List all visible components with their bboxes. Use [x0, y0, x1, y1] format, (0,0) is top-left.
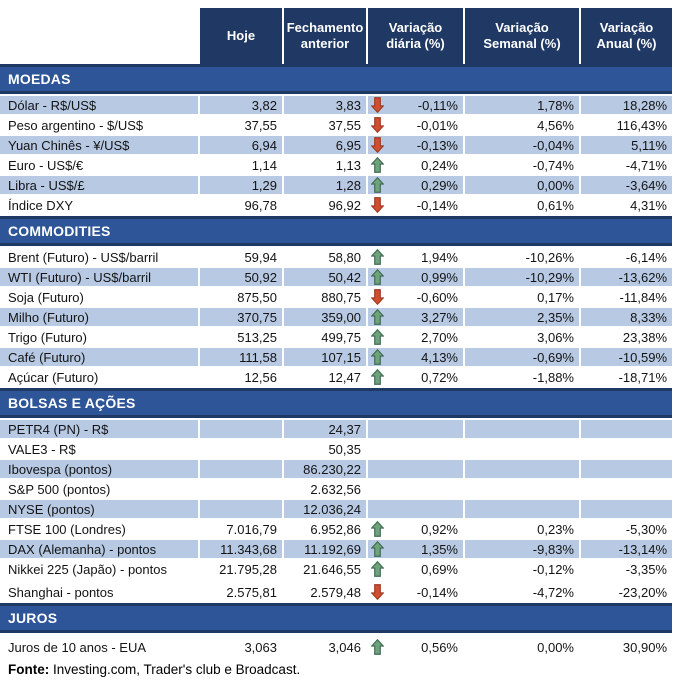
column-header-row [200, 8, 672, 64]
variacao-anual-cell: -3,64% [581, 176, 672, 194]
variacao-semanal-cell: 2,35% [465, 308, 579, 326]
variacao-diaria-cell [368, 328, 463, 346]
variacao-diaria-value: 0,72% [421, 369, 458, 385]
section-header-bolsas-e-acoes: BOLSAS E AÇÕES [0, 388, 672, 418]
table-body [0, 64, 672, 656]
table-row [0, 500, 672, 518]
table-row [0, 268, 672, 286]
row-label-cell: Euro - US$/€ [8, 157, 84, 173]
hoje-cell: 1,29 [200, 176, 282, 194]
column-header-fechamento-anterior: Fechamento anterior [284, 8, 366, 64]
up-arrow-icon [371, 541, 384, 557]
variacao-diaria-cell [368, 480, 463, 498]
variacao-semanal-cell [465, 500, 579, 518]
variacao-anual-cell [581, 420, 672, 438]
variacao-anual-cell: 5,11% [581, 136, 672, 154]
fechamento-anterior-cell: 3,83 [284, 96, 366, 114]
source-note [0, 662, 672, 677]
variacao-anual-cell: -10,59% [581, 348, 672, 366]
table-row [0, 420, 672, 438]
column-header-hoje: Hoje [200, 8, 282, 64]
variacao-semanal-cell [465, 440, 579, 458]
table-row [0, 583, 672, 601]
fechamento-anterior-cell: 12.036,24 [284, 500, 366, 518]
variacao-anual-cell: 8,33% [581, 308, 672, 326]
variacao-anual-cell: 30,90% [622, 639, 667, 655]
hoje-cell: 11.343,68 [200, 540, 282, 558]
variacao-diaria-value: -0,13% [416, 137, 458, 153]
variacao-anual-cell: -13,62% [581, 268, 672, 286]
variacao-semanal-cell: 0,00% [465, 176, 579, 194]
variacao-semanal-cell [465, 460, 579, 478]
table-row [0, 288, 672, 306]
variacao-diaria-value: 0,56% [421, 639, 458, 655]
variacao-diaria-value: -0,60% [416, 289, 458, 305]
variacao-diaria-cell [368, 196, 463, 214]
variacao-diaria-value: 0,69% [421, 561, 458, 577]
hoje-cell: 111,58 [200, 348, 282, 366]
section-header-moedas: MOEDAS [0, 64, 672, 94]
hoje-cell [200, 480, 282, 498]
fechamento-anterior-cell: 21.646,55 [303, 561, 361, 577]
fechamento-anterior-cell: 96,92 [328, 197, 361, 213]
variacao-diaria-cell [368, 176, 463, 194]
row-label-cell: Ibovespa (pontos) [0, 460, 198, 478]
variacao-diaria-cell [368, 460, 463, 478]
variacao-semanal-cell: -10,29% [465, 268, 579, 286]
source-label: Fonte: [8, 662, 50, 677]
fechamento-anterior-cell: 2.632,56 [310, 481, 361, 497]
variacao-diaria-value: 0,24% [421, 157, 458, 173]
row-label-cell: PETR4 (PN) - R$ [0, 420, 198, 438]
column-header-variacao-diaria: Variação diária (%) [368, 8, 463, 64]
variacao-anual-cell: -3,35% [625, 561, 667, 577]
variacao-semanal-cell: 0,23% [537, 521, 574, 537]
variacao-semanal-cell: -0,69% [465, 348, 579, 366]
variacao-anual-cell [581, 460, 672, 478]
variacao-diaria-cell [368, 583, 463, 601]
hoje-cell: 21.795,28 [219, 561, 277, 577]
fechamento-anterior-cell: 24,37 [284, 420, 366, 438]
variacao-anual-cell: 116,43% [616, 117, 667, 133]
variacao-semanal-cell [465, 420, 579, 438]
table-row [0, 136, 672, 154]
up-arrow-icon [371, 521, 384, 537]
variacao-semanal-cell: 0,17% [537, 289, 574, 305]
variacao-anual-cell: -5,30% [625, 521, 667, 537]
table-row [0, 96, 672, 114]
variacao-anual-cell: -6,14% [625, 249, 667, 265]
variacao-semanal-cell: 0,61% [537, 197, 574, 213]
row-label-cell: Yuan Chinês - ¥/US$ [0, 136, 198, 154]
row-label-cell: NYSE (pontos) [0, 500, 198, 518]
down-arrow-icon [371, 197, 384, 213]
hoje-cell [200, 440, 282, 458]
variacao-diaria-cell [368, 560, 463, 578]
hoje-cell: 6,94 [200, 136, 282, 154]
variacao-diaria-cell [368, 348, 463, 366]
down-arrow-icon [371, 584, 384, 600]
row-label-cell: Peso argentino - $/US$ [8, 117, 144, 133]
hoje-cell [200, 460, 282, 478]
variacao-diaria-value: 4,13% [421, 349, 458, 365]
table-row [0, 460, 672, 478]
table-row [0, 176, 672, 194]
row-label-cell: FTSE 100 (Londres) [8, 521, 126, 537]
fechamento-anterior-cell: 2.579,48 [310, 584, 361, 600]
section-header-juros: JUROS [0, 603, 672, 633]
hoje-cell: 513,25 [237, 329, 277, 345]
row-label-cell: S&P 500 (pontos) [8, 481, 111, 497]
up-arrow-icon [371, 249, 384, 265]
table-row [0, 248, 672, 266]
up-arrow-icon [371, 157, 384, 173]
variacao-diaria-cell [368, 288, 463, 306]
variacao-semanal-cell: 3,06% [537, 329, 574, 345]
variacao-anual-cell: 18,28% [581, 96, 672, 114]
variacao-anual-cell [581, 440, 672, 458]
fechamento-anterior-cell: 499,75 [321, 329, 361, 345]
variacao-diaria-value: -0,14% [416, 197, 458, 213]
variacao-diaria-cell [368, 420, 463, 438]
fechamento-anterior-cell: 12,47 [328, 369, 361, 385]
hoje-cell [200, 500, 282, 518]
row-label-cell: Trigo (Futuro) [8, 329, 87, 345]
variacao-anual-cell [581, 480, 672, 498]
table-row [0, 116, 672, 134]
hoje-cell: 37,55 [244, 117, 277, 133]
variacao-diaria-value: 3,27% [421, 309, 458, 325]
hoje-cell: 875,50 [237, 289, 277, 305]
down-arrow-icon [371, 97, 384, 113]
table-row [0, 440, 672, 458]
table-row [0, 156, 672, 174]
fechamento-anterior-cell: 6.952,86 [310, 521, 361, 537]
variacao-diaria-cell [368, 308, 463, 326]
variacao-diaria-value: 0,99% [421, 269, 458, 285]
column-header-variacao-anual: Variação Anual (%) [581, 8, 672, 64]
variacao-diaria-cell [368, 440, 463, 458]
variacao-diaria-cell [368, 248, 463, 266]
variacao-diaria-cell [368, 638, 463, 656]
fechamento-anterior-cell: 1,28 [284, 176, 366, 194]
variacao-semanal-cell [465, 480, 579, 498]
table-row [0, 540, 672, 558]
hoje-cell: 7.016,79 [226, 521, 277, 537]
table-row [0, 196, 672, 214]
hoje-cell [200, 420, 282, 438]
fechamento-anterior-cell: 37,55 [328, 117, 361, 133]
variacao-anual-cell: -11,84% [619, 289, 667, 305]
variacao-diaria-value: 1,94% [421, 249, 458, 265]
variacao-anual-cell: -4,71% [625, 157, 667, 173]
variacao-diaria-value: 0,29% [421, 177, 458, 193]
row-label-cell: Juros de 10 anos - EUA [8, 639, 147, 655]
variacao-semanal-cell: -0,04% [465, 136, 579, 154]
row-label-cell: Dólar - R$/US$ [0, 96, 198, 114]
down-arrow-icon [371, 289, 384, 305]
variacao-semanal-cell: -4,72% [532, 584, 574, 600]
variacao-semanal-cell: -9,83% [465, 540, 579, 558]
fechamento-anterior-cell: 359,00 [284, 308, 366, 326]
variacao-diaria-cell [368, 500, 463, 518]
fechamento-anterior-cell: 6,95 [284, 136, 366, 154]
table-row [0, 308, 672, 326]
hoje-cell: 370,75 [200, 308, 282, 326]
variacao-diaria-cell [368, 268, 463, 286]
fechamento-anterior-cell: 107,15 [284, 348, 366, 366]
row-label-cell: Açúcar (Futuro) [8, 369, 99, 385]
table-row [0, 348, 672, 366]
row-label-cell: Soja (Futuro) [8, 289, 84, 305]
variacao-semanal-cell: -1,88% [532, 369, 574, 385]
variacao-diaria-cell [368, 368, 463, 386]
fechamento-anterior-cell: 3,046 [328, 639, 361, 655]
variacao-semanal-cell: -10,26% [525, 249, 574, 265]
fechamento-anterior-cell: 58,80 [328, 249, 361, 265]
variacao-anual-cell: -18,71% [618, 369, 667, 385]
hoje-cell: 96,78 [244, 197, 277, 213]
variacao-diaria-value: -0,11% [417, 97, 458, 113]
row-label-cell: VALE3 - R$ [8, 441, 76, 457]
table-row [0, 368, 672, 386]
down-arrow-icon [371, 137, 384, 153]
variacao-anual-cell: -13,14% [581, 540, 672, 558]
variacao-anual-cell [581, 500, 672, 518]
variacao-diaria-cell [368, 156, 463, 174]
hoje-cell: 3,82 [200, 96, 282, 114]
variacao-diaria-cell [368, 96, 463, 114]
column-header-variacao-semanal: Variação Semanal (%) [465, 8, 579, 64]
fechamento-anterior-cell: 1,13 [335, 157, 361, 173]
variacao-semanal-cell: 1,78% [465, 96, 579, 114]
fechamento-anterior-cell: 880,75 [321, 289, 361, 305]
table-row [0, 480, 672, 498]
row-label-cell: Libra - US$/£ [0, 176, 198, 194]
variacao-anual-cell: -23,20% [618, 584, 667, 600]
variacao-anual-cell: 23,38% [622, 329, 667, 345]
row-label-cell: Brent (Futuro) - US$/barril [8, 249, 159, 265]
hoje-cell: 50,92 [200, 268, 282, 286]
variacao-diaria-value: -0,14% [416, 584, 458, 600]
fechamento-anterior-cell: 50,35 [328, 441, 361, 457]
variacao-anual-cell: 4,31% [630, 197, 667, 213]
variacao-diaria-cell [368, 136, 463, 154]
variacao-diaria-cell [368, 116, 463, 134]
variacao-diaria-value: 0,92% [421, 521, 458, 537]
variacao-semanal-cell: 0,00% [537, 639, 574, 655]
variacao-semanal-cell: -0,74% [532, 157, 574, 173]
hoje-cell: 3,063 [244, 639, 277, 655]
row-label-cell: Café (Futuro) [0, 348, 198, 366]
down-arrow-icon [371, 117, 384, 133]
up-arrow-icon [371, 329, 384, 345]
variacao-diaria-cell [368, 540, 463, 558]
up-arrow-icon [371, 639, 384, 655]
row-label-cell: Índice DXY [8, 197, 74, 213]
up-arrow-icon [371, 309, 384, 325]
source-text: Investing.com, Trader's club e Broadcast. [49, 662, 301, 677]
up-arrow-icon [371, 561, 384, 577]
variacao-diaria-value: 1,35% [421, 541, 458, 557]
variacao-semanal-cell: 4,56% [537, 117, 574, 133]
row-label-cell: Milho (Futuro) [0, 308, 198, 326]
row-label-cell: Nikkei 225 (Japão) - pontos [8, 561, 167, 577]
row-label-cell: WTI (Futuro) - US$/barril [0, 268, 198, 286]
table-row [0, 520, 672, 538]
hoje-cell: 59,94 [244, 249, 277, 265]
row-label-cell: DAX (Alemanha) - pontos [0, 540, 198, 558]
table-row [0, 560, 672, 578]
hoje-cell: 12,56 [244, 369, 277, 385]
up-arrow-icon [371, 369, 384, 385]
variacao-diaria-value: 2,70% [421, 329, 458, 345]
fechamento-anterior-cell: 86.230,22 [284, 460, 366, 478]
row-label-cell: Shanghai - pontos [8, 584, 114, 600]
up-arrow-icon [371, 269, 384, 285]
variacao-semanal-cell: -0,12% [532, 561, 574, 577]
section-header-commodities: COMMODITIES [0, 216, 672, 246]
up-arrow-icon [371, 177, 384, 193]
fechamento-anterior-cell: 50,42 [284, 268, 366, 286]
table-row [0, 638, 672, 656]
table-row [0, 328, 672, 346]
variacao-diaria-value: -0,01% [416, 117, 458, 133]
hoje-cell: 2.575,81 [226, 584, 277, 600]
up-arrow-icon [371, 349, 384, 365]
hoje-cell: 1,14 [251, 157, 277, 173]
variacao-diaria-cell [368, 520, 463, 538]
fechamento-anterior-cell: 11.192,69 [284, 540, 366, 558]
